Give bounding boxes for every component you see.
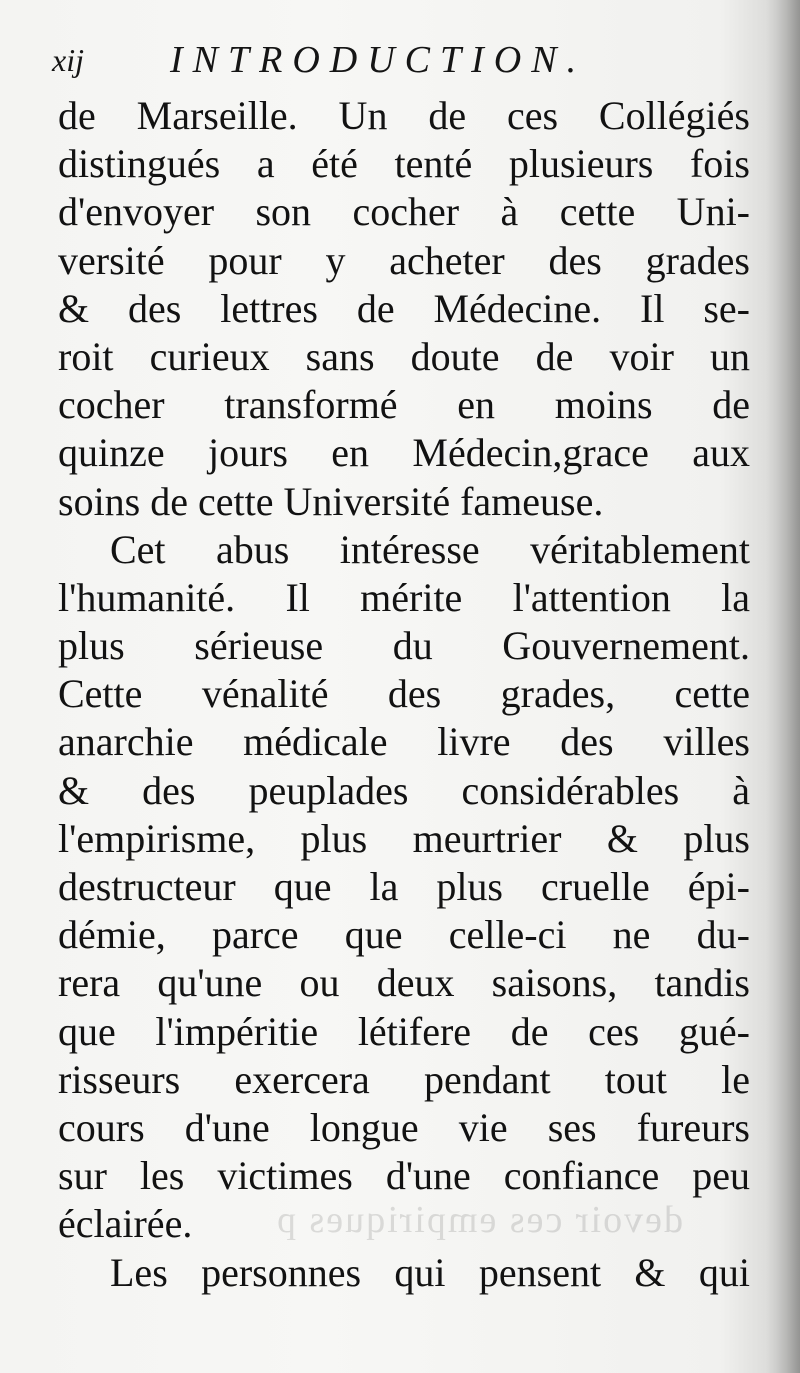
text-line: risseurs exercera pendant tout le bbox=[58, 1056, 750, 1102]
text-line: Cet abus intéresse véritablement bbox=[110, 526, 750, 572]
text-line: destructeur que la plus cruelle épi- bbox=[58, 864, 750, 909]
text-line: cocher transformé en moins de bbox=[58, 382, 750, 428]
paragraph bbox=[58, 526, 750, 1249]
text-line: de Marseille. Un de ces Collégiés bbox=[58, 93, 750, 138]
text-line: distingués a été tenté plusieurs fois bbox=[58, 141, 750, 187]
text-line: rera qu'une ou deux saisons, tandis bbox=[58, 960, 750, 1006]
running-head: INTRODUCTION. bbox=[170, 39, 587, 81]
text-line: roit curieux sans doute de voir un bbox=[58, 333, 750, 379]
text-line: soins de cette Université fameuse. bbox=[58, 478, 604, 524]
text-line: Les personnes qui pensent & qui bbox=[110, 1249, 750, 1295]
body-text bbox=[58, 92, 750, 1297]
text-line: plus sérieuse du Gouvernement. bbox=[58, 623, 750, 669]
text-line: & des peuplades considérables à bbox=[58, 767, 750, 813]
text-line: l'empirisme, plus meurtrier & plus bbox=[58, 815, 750, 861]
bleed-through-text: devoir ces empiriques p bbox=[275, 1199, 683, 1241]
page-header bbox=[52, 38, 752, 88]
text-line: l'humanité. Il mérite l'attention la bbox=[58, 574, 750, 620]
text-line: quinze jours en Médecin,grace aux bbox=[58, 430, 750, 476]
text-line: que l'impéritie létifere de ces gué- bbox=[58, 1008, 750, 1054]
text-line: cours d'une longue vie ses fureurs bbox=[58, 1104, 750, 1150]
text-line: d'envoyer son cocher à cette Uni- bbox=[58, 189, 750, 235]
page-number: xij bbox=[52, 42, 84, 78]
text-line: éclairée. bbox=[58, 1201, 193, 1247]
text-line: sur les victimes d'une confiance peu bbox=[58, 1153, 750, 1199]
paragraph bbox=[58, 92, 750, 526]
text-line: anarchie médicale livre des villes bbox=[58, 719, 750, 765]
text-line: démie, parce que celle-ci ne du- bbox=[58, 912, 750, 958]
text-line: versité pour y acheter des grades bbox=[58, 237, 750, 283]
text-line: & des lettres de Médecine. Il se- bbox=[58, 285, 750, 331]
paragraph bbox=[58, 1249, 750, 1297]
text-line: Cette vénalité des grades, cette bbox=[58, 671, 750, 717]
